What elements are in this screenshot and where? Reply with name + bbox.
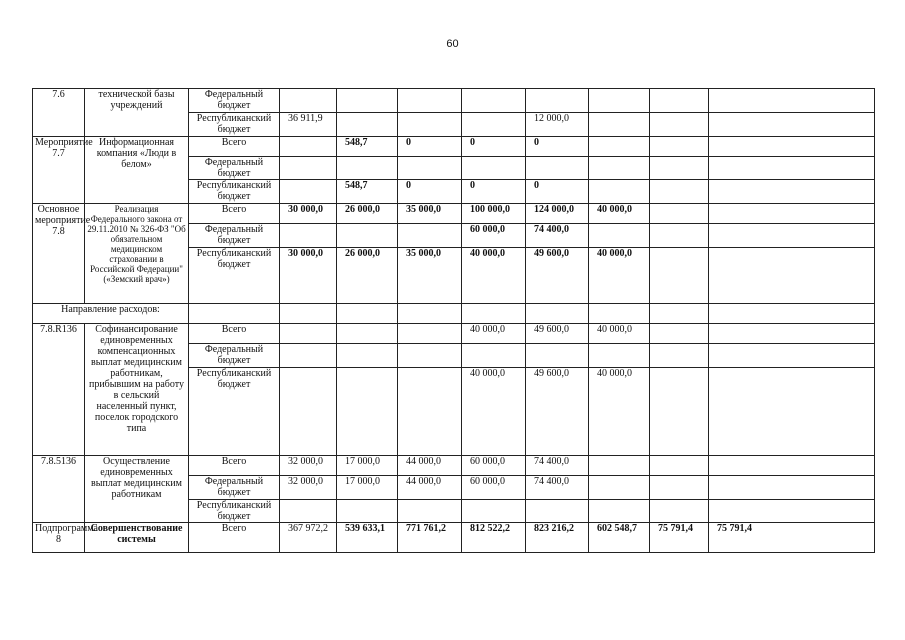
funding-source: Федеральный бюджет: [189, 344, 280, 368]
value-cell: [589, 113, 650, 137]
value-cell: [589, 224, 650, 248]
value-cell: [709, 204, 875, 224]
value-cell: 35 000,0: [398, 204, 462, 224]
value-cell: [650, 368, 709, 456]
empty-cell: [462, 304, 526, 324]
value-cell: [650, 89, 709, 113]
value-cell: [398, 368, 462, 456]
value-cell: [398, 224, 462, 248]
funding-source: Всего: [189, 324, 280, 344]
funding-source: Федеральный бюджет: [189, 224, 280, 248]
value-cell: [709, 224, 875, 248]
value-cell: [589, 344, 650, 368]
value-cell: [589, 456, 650, 476]
value-cell: [589, 89, 650, 113]
value-cell: [337, 89, 398, 113]
value-cell: 40 000,0: [589, 324, 650, 344]
empty-cell: [650, 304, 709, 324]
value-cell: [462, 500, 526, 523]
value-cell: 17 000,0: [337, 456, 398, 476]
empty-cell: [709, 304, 875, 324]
value-cell: [709, 157, 875, 180]
empty-cell: [589, 304, 650, 324]
value-cell: 0: [398, 180, 462, 204]
value-cell: [709, 248, 875, 304]
funding-source: Республиканский бюджет: [189, 113, 280, 137]
value-cell: 548,7: [337, 137, 398, 157]
value-cell: [398, 324, 462, 344]
row-name: Осуществление единовременных выплат медицинским работникам: [85, 456, 189, 523]
value-cell: 40 000,0: [462, 248, 526, 304]
table-row: [33, 137, 875, 157]
value-cell: [709, 344, 875, 368]
value-cell: [526, 500, 589, 523]
table-row: [33, 204, 875, 224]
row-number: Основное мероприятие 7.8: [33, 204, 85, 304]
value-cell: 60 000,0: [462, 456, 526, 476]
value-cell: [398, 344, 462, 368]
value-cell: 49 600,0: [526, 248, 589, 304]
section-row: [33, 304, 875, 324]
table-row: [33, 456, 875, 476]
value-cell: [709, 89, 875, 113]
value-cell: [462, 89, 526, 113]
value-cell: [589, 500, 650, 523]
value-cell: [650, 476, 709, 500]
value-cell: 75 791,4: [709, 523, 875, 553]
value-cell: 0: [526, 180, 589, 204]
value-cell: [650, 224, 709, 248]
funding-source: Всего: [189, 456, 280, 476]
value-cell: 74 400,0: [526, 476, 589, 500]
value-cell: [709, 500, 875, 523]
value-cell: 0: [526, 137, 589, 157]
value-cell: [398, 113, 462, 137]
value-cell: 49 600,0: [526, 324, 589, 344]
row-name: Реализация Федерального закона от 29.11.2010 № 326-ФЗ "Об обязательном медицинском страховании в Российской Федерации" («Земский врач»): [85, 204, 189, 304]
value-cell: [709, 456, 875, 476]
value-cell: 30 000,0: [280, 204, 337, 224]
funding-source: Республиканский бюджет: [189, 248, 280, 304]
value-cell: 32 000,0: [280, 456, 337, 476]
value-cell: [526, 157, 589, 180]
value-cell: [650, 180, 709, 204]
value-cell: 812 522,2: [462, 523, 526, 553]
value-cell: [709, 137, 875, 157]
value-cell: [280, 368, 337, 456]
value-cell: [650, 113, 709, 137]
empty-cell: [189, 304, 280, 324]
value-cell: 75 791,4: [650, 523, 709, 553]
section-label: Направление расходов:: [33, 304, 189, 324]
value-cell: [650, 324, 709, 344]
value-cell: [280, 224, 337, 248]
value-cell: 60 000,0: [462, 476, 526, 500]
row-name: Совершенствование системы: [85, 523, 189, 553]
value-cell: [280, 344, 337, 368]
row-number: 7.8.R136: [33, 324, 85, 456]
value-cell: [398, 89, 462, 113]
table-row: [33, 523, 875, 553]
value-cell: [650, 204, 709, 224]
page-number: 60: [446, 38, 459, 50]
value-cell: [337, 344, 398, 368]
value-cell: [337, 224, 398, 248]
value-cell: 0: [398, 137, 462, 157]
empty-cell: [280, 304, 337, 324]
value-cell: [280, 137, 337, 157]
value-cell: 49 600,0: [526, 368, 589, 456]
funding-source: Федеральный бюджет: [189, 157, 280, 180]
value-cell: 36 911,9: [280, 113, 337, 137]
value-cell: [589, 157, 650, 180]
value-cell: 12 000,0: [526, 113, 589, 137]
value-cell: 44 000,0: [398, 456, 462, 476]
value-cell: 30 000,0: [280, 248, 337, 304]
value-cell: [650, 456, 709, 476]
empty-cell: [526, 304, 589, 324]
value-cell: 60 000,0: [462, 224, 526, 248]
funding-source: Всего: [189, 523, 280, 553]
value-cell: [709, 180, 875, 204]
empty-cell: [337, 304, 398, 324]
value-cell: 771 761,2: [398, 523, 462, 553]
value-cell: [709, 368, 875, 456]
row-number: Мероприятие 7.7: [33, 137, 85, 204]
value-cell: [280, 324, 337, 344]
value-cell: 40 000,0: [462, 368, 526, 456]
value-cell: [709, 476, 875, 500]
table-row: [33, 324, 875, 344]
value-cell: 548,7: [337, 180, 398, 204]
value-cell: [337, 157, 398, 180]
value-cell: [398, 500, 462, 523]
value-cell: 100 000,0: [462, 204, 526, 224]
value-cell: [650, 344, 709, 368]
value-cell: 74 400,0: [526, 224, 589, 248]
value-cell: 0: [462, 137, 526, 157]
value-cell: [398, 157, 462, 180]
value-cell: 35 000,0: [398, 248, 462, 304]
value-cell: 26 000,0: [337, 204, 398, 224]
value-cell: 44 000,0: [398, 476, 462, 500]
value-cell: [337, 113, 398, 137]
value-cell: [589, 180, 650, 204]
value-cell: [650, 157, 709, 180]
value-cell: [337, 324, 398, 344]
empty-cell: [398, 304, 462, 324]
funding-source: Республиканский бюджет: [189, 180, 280, 204]
value-cell: 40 000,0: [589, 248, 650, 304]
value-cell: [650, 248, 709, 304]
value-cell: [462, 344, 526, 368]
value-cell: [462, 157, 526, 180]
row-number: 7.6: [33, 89, 85, 137]
value-cell: [589, 137, 650, 157]
value-cell: [337, 368, 398, 456]
row-name: Информационная компания «Люди в белом»: [85, 137, 189, 204]
funding-source: Республиканский бюджет: [189, 500, 280, 523]
value-cell: [526, 89, 589, 113]
row-number: 7.8.5136: [33, 456, 85, 523]
value-cell: [280, 89, 337, 113]
value-cell: [709, 324, 875, 344]
value-cell: [280, 500, 337, 523]
row-number: Подпрограмма 8: [33, 523, 85, 553]
row-name: Софинансирование единовременных компенсационных выплат медицинским работникам, прибывшим на работу в сельский населенный пункт, поселок городского типа: [85, 324, 189, 456]
value-cell: 823 216,2: [526, 523, 589, 553]
value-cell: [337, 500, 398, 523]
value-cell: [589, 476, 650, 500]
value-cell: 17 000,0: [337, 476, 398, 500]
value-cell: 124 000,0: [526, 204, 589, 224]
funding-source: Республиканский бюджет: [189, 368, 280, 456]
row-name: технической базы учреждений: [85, 89, 189, 137]
funding-source: Федеральный бюджет: [189, 476, 280, 500]
value-cell: 602 548,7: [589, 523, 650, 553]
value-cell: 0: [462, 180, 526, 204]
value-cell: 539 633,1: [337, 523, 398, 553]
value-cell: [280, 180, 337, 204]
value-cell: 74 400,0: [526, 456, 589, 476]
value-cell: [280, 157, 337, 180]
funding-source: Федеральный бюджет: [189, 89, 280, 113]
value-cell: [650, 500, 709, 523]
value-cell: 40 000,0: [589, 204, 650, 224]
table-row: [33, 89, 875, 113]
value-cell: [650, 137, 709, 157]
budget-table: [32, 88, 875, 553]
funding-source: Всего: [189, 204, 280, 224]
value-cell: 32 000,0: [280, 476, 337, 500]
value-cell: [462, 113, 526, 137]
value-cell: 26 000,0: [337, 248, 398, 304]
value-cell: [526, 344, 589, 368]
value-cell: 40 000,0: [589, 368, 650, 456]
funding-source: Всего: [189, 137, 280, 157]
value-cell: [709, 113, 875, 137]
value-cell: 367 972,2: [280, 523, 337, 553]
value-cell: 40 000,0: [462, 324, 526, 344]
